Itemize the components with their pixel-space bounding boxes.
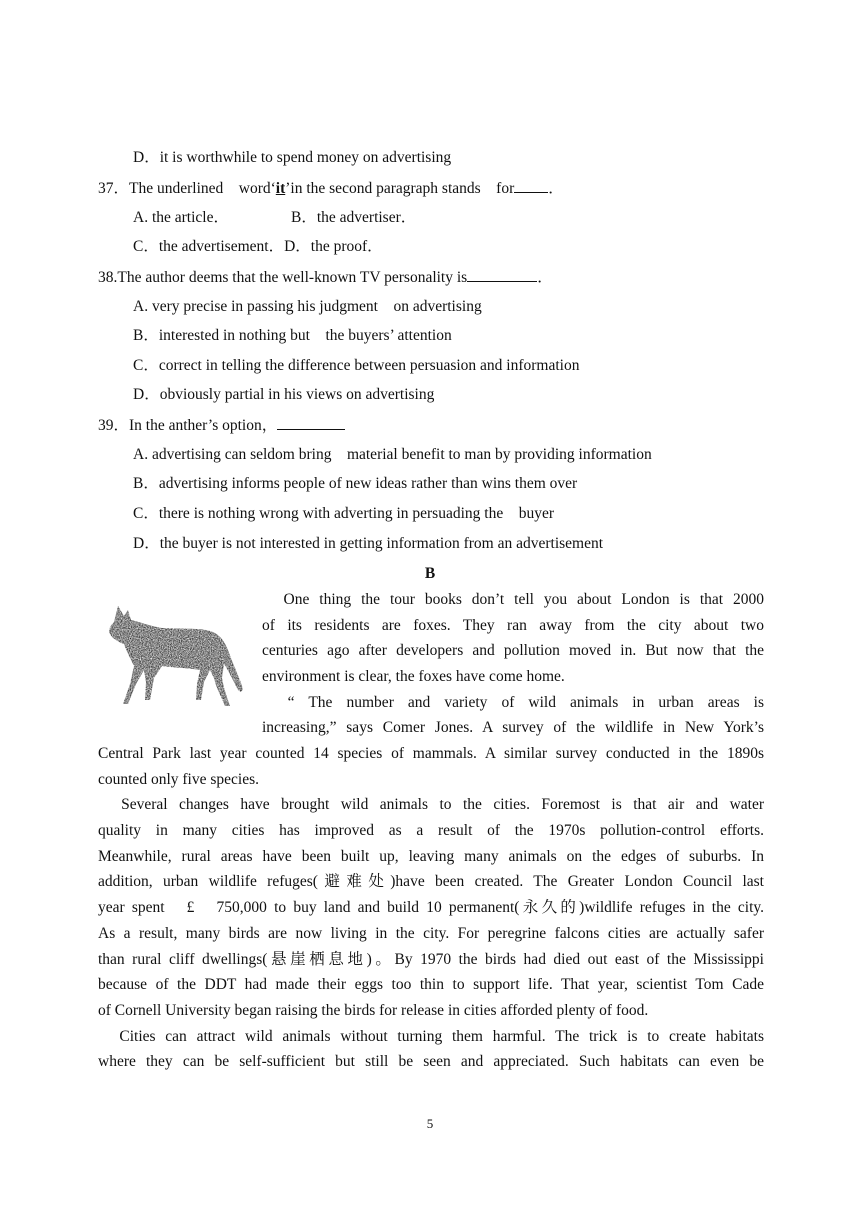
para2-line: Central Park last year counted 14 species of mammals. A similar survey conducted in the 1890s bbox=[98, 745, 764, 762]
para2-line: counted only five species. bbox=[98, 770, 259, 788]
fox-illustration bbox=[106, 604, 246, 710]
para4-line: where they can be self-sufficient but still be seen and appreciated. Such habitats can even be bbox=[98, 1053, 764, 1071]
q39-option-c: C．there is nothing wrong with adverting in persuading the buyer bbox=[133, 505, 555, 522]
para3-line: year spent £ 750,000 to buy land and build 10 permanent(永久的)wildlife refuges in the city. bbox=[98, 899, 764, 917]
q38-stem-end: ． bbox=[537, 269, 553, 286]
q38-option-c: C．correct in telling the difference between persuasion and information bbox=[133, 357, 580, 374]
passage-b-para1 bbox=[262, 587, 764, 741]
para3-line: As a result, many birds are now living in the city. For peregrine falcons cities are actually safer bbox=[98, 924, 764, 942]
q39-stem-text: 39．In the anther’s option， bbox=[98, 417, 278, 434]
para3-line: Several changes have brought wild animals to the cities. Foremost is that air and water bbox=[98, 796, 764, 814]
q38-stem-text: 38.The author deems that the well-known TV personality is bbox=[98, 269, 468, 286]
q36-option-d: D．it is worthwhile to spend money on advertising bbox=[133, 149, 452, 166]
q37-stem-end: ． bbox=[548, 180, 564, 197]
q37-answer-blank bbox=[514, 178, 548, 193]
para1-line: One thing the tour books don’t tell you about London is that 2000 bbox=[262, 591, 764, 608]
para3-line: quality in many cities has improved as a result of the 1970s pollution-control efforts. bbox=[98, 822, 764, 840]
q38-option-a: A. very precise in passing his judgment on advertising bbox=[133, 298, 482, 315]
passage-b-body bbox=[98, 741, 764, 1075]
q37-option-b: B．the advertiser． bbox=[291, 209, 417, 226]
q37-option-c: C．the advertisement．D．the proof． bbox=[133, 238, 383, 255]
para3-line: Meanwhile, rural areas have been built up, leaving many animals on the edges of suburbs. In bbox=[98, 847, 764, 865]
q37-stem-post: ’in the second paragraph stands for bbox=[285, 180, 515, 197]
q39-option-a: A. advertising can seldom bring material benefit to man by providing information bbox=[133, 446, 652, 463]
para2-line: increasing,” says Comer Jones. A survey of the wildlife in New York’s bbox=[262, 719, 764, 737]
para3-line: than rural cliff dwellings(悬崖栖息地)。By 1970 the birds had died out east of the Mississippi bbox=[98, 950, 764, 968]
q37-option-a: A. the article． bbox=[133, 209, 229, 226]
q38-answer-blank bbox=[467, 267, 537, 282]
passage-b-heading: B bbox=[424, 565, 436, 582]
para2-line: “ The number and variety of wild animals in urban areas is bbox=[262, 693, 764, 711]
q39-answer-blank bbox=[277, 415, 345, 430]
para1-line: environment is clear, the foxes have come home. bbox=[262, 668, 565, 686]
page-number: 5 bbox=[426, 1116, 434, 1131]
para3-line: addition, urban wildlife refuges(避难处)have been created. The Greater London Council last bbox=[98, 873, 764, 891]
q37-underlined-word: it bbox=[275, 180, 286, 197]
q38-stem bbox=[98, 267, 553, 288]
q39-stem bbox=[98, 415, 345, 436]
q37-stem bbox=[98, 178, 564, 199]
para3-line: of Cornell University began raising the birds for release in cities afforded plenty of food. bbox=[98, 1001, 649, 1019]
q38-option-b: B．interested in nothing but the buyers’ attention bbox=[133, 327, 452, 344]
q39-option-d: D．the buyer is not interested in getting information from an advertisement bbox=[133, 535, 604, 552]
q37-stem-pre: 37．The underlined word‘ bbox=[98, 180, 276, 197]
para1-line: centuries ago after developers and pollution moved in. But now that the bbox=[262, 642, 764, 660]
para3-line: because of the DDT had made their eggs too thin to support life. That year, scientist Tom Cade bbox=[98, 976, 764, 994]
q39-option-b: B．advertising informs people of new ideas rather than wins them over bbox=[133, 475, 578, 492]
q38-option-d: D．obviously partial in his views on advertising bbox=[133, 386, 435, 403]
para4-line: Cities can attract wild animals without turning them harmful. The trick is to create habitats bbox=[98, 1027, 764, 1045]
para1-line: of its residents are foxes. They ran away from the city about two bbox=[262, 616, 764, 634]
